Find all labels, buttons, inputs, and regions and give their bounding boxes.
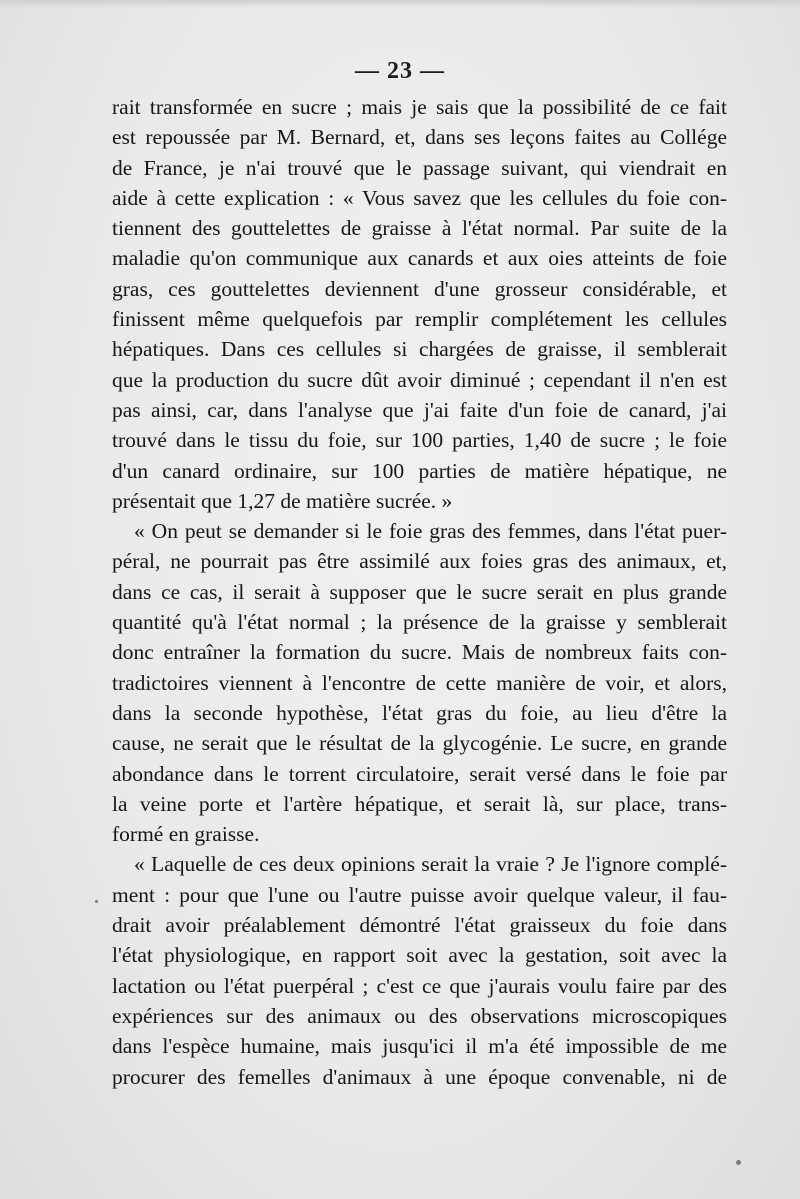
text-line: ment : pour que l'une ou l'autre puisse avoir quelque valeur, il fau- [112, 882, 727, 907]
text-line: abondance dans le torrent circulatoire, serait versé dans le foie par [112, 761, 727, 786]
text-line: trouvé dans le tissu du foie, sur 100 parties, 1,40 de sucre ; le foie [112, 428, 727, 453]
text-line: tradictoires viennent à l'encontre de cette manière de voir, et alors, [112, 670, 727, 695]
page-number: — 23 — [355, 58, 445, 84]
text-line: gras, ces gouttelettes deviennent d'une grosseur considérable, et [112, 276, 727, 301]
page-top-edge-shadow [0, 0, 800, 8]
text-line: aide à cette explication : « Vous savez que les cellules du foie con- [112, 185, 727, 210]
text-line: procurer des femelles d'animaux à une époque convenable, ni de [112, 1064, 727, 1089]
text-line: d'un canard ordinaire, sur 100 parties de matière hépatique, ne [112, 458, 727, 483]
text-line: drait avoir préalablement démontré l'état graisseux du foie dans [112, 913, 727, 938]
text-line: la veine porte et l'artère hépatique, et serait là, sur place, trans- [112, 791, 727, 816]
text-line: « On peut se demander si le foie gras des femmes, dans l'état puer- [134, 519, 727, 544]
body-text [112, 92, 727, 1092]
text-line: cause, ne serait que le résultat de la glycogénie. Le sucre, en grande [112, 731, 727, 756]
text-line: « Laquelle de ces deux opinions serait la vraie ? Je l'ignore complé- [134, 852, 727, 877]
text-line: dans ce cas, il serait à supposer que le sucre serait en plus grande [112, 579, 727, 604]
text-line: tiennent des gouttelettes de graisse à l'état normal. Par suite de la [112, 216, 727, 241]
text-line: de France, je n'ai trouvé que le passage suivant, qui viendrait en [112, 155, 727, 180]
text-line: quantité qu'à l'état normal ; la présence de la graisse y semblerait [112, 610, 727, 635]
scan-speck [736, 1160, 741, 1165]
text-line: donc entraîner la formation du sucre. Mais de nombreux faits con- [112, 640, 727, 665]
scan-speck [95, 900, 98, 903]
text-line: expériences sur des animaux ou des observations microscopiques [112, 1003, 727, 1028]
text-line: formé en graisse. [112, 822, 260, 847]
text-line: dans l'espèce humaine, mais jusqu'ici il m'a été impossible de me [112, 1034, 727, 1059]
text-line: présentait que 1,27 de matière sucrée. » [112, 488, 453, 513]
text-line: que la production du sucre dût avoir diminué ; cependant il n'en est [112, 367, 727, 392]
text-line: est repoussée par M. Bernard, et, dans ses leçons faites au Collége [112, 125, 727, 150]
text-line: l'état physiologique, en rapport soit avec la gestation, soit avec la [112, 943, 727, 968]
text-line: pas ainsi, car, dans l'analyse que j'ai faite d'un foie de canard, j'ai [112, 397, 727, 422]
text-line: lactation ou l'état puerpéral ; c'est ce que j'aurais voulu faire par des [112, 973, 727, 998]
text-line: rait transformée en sucre ; mais je sais que la possibilité de ce fait [112, 95, 727, 119]
text-line: maladie qu'on communique aux canards et aux oies atteints de foie [112, 246, 727, 271]
text-line: finissent même quelquefois par remplir complétement les cellules [112, 307, 727, 332]
text-line: hépatiques. Dans ces cellules si chargées de graisse, il semblerait [112, 337, 727, 362]
text-line: péral, ne pourrait pas être assimilé aux foies gras des animaux, et, [112, 549, 727, 574]
text-line: dans la seconde hypothèse, l'état gras du foie, au lieu d'être la [112, 700, 727, 725]
